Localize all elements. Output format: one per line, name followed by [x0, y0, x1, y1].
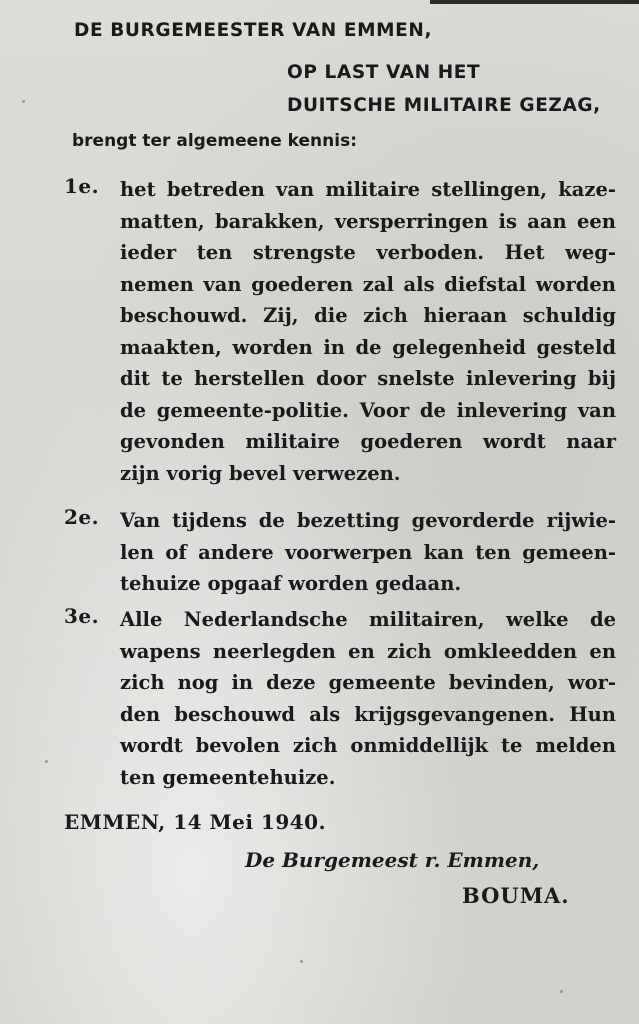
- item-line: nemen van goederen zal als diefstal worden: [120, 272, 616, 296]
- item-line: de gemeente-politie. Voor de inlevering van: [120, 398, 616, 422]
- intro-text: brengt ter algemeene kennis:: [72, 131, 358, 151]
- item-line: den beschouwd als krijgsgevangenen. Hun: [120, 702, 616, 726]
- item-line: zijn vorig bevel verwezen.: [120, 461, 401, 485]
- notice-header: DE BURGEMEESTER VAN EMMEN,: [74, 20, 433, 41]
- item-line: het betreden van militaire stellingen, kaze-: [120, 178, 616, 201]
- signature-title: De Burgemeest r. Emmen,: [245, 848, 540, 872]
- top-edge-bar: [430, 0, 639, 4]
- item-line: Van tijdens de bezetting gevorderde rijwie-: [120, 509, 616, 532]
- item-body: [120, 505, 616, 600]
- item-body: [120, 604, 616, 793]
- signature-name: BOUMA.: [462, 883, 570, 908]
- item-line: wordt bevolen zich onmiddellijk te melden: [120, 734, 616, 757]
- order-line-2: DUITSCHE MILITAIRE GEZAG,: [287, 95, 601, 116]
- item-line: Alle Nederlandsche militairen, welke de: [120, 608, 616, 631]
- paper-speck: [45, 760, 48, 763]
- paper-speck: [560, 990, 563, 993]
- item-line: len of andere voorwerpen kan ten gemeen-: [120, 540, 616, 564]
- item-body: [120, 174, 616, 489]
- item-line: maakten, worden in de gelegenheid gesteld: [120, 335, 616, 359]
- item-line: matten, barakken, versperringen is aan een: [120, 209, 616, 233]
- item-line: dit te herstellen door snelste inlevering bij: [120, 367, 616, 390]
- item-line: wapens neerlegden en zich omkleedden en: [120, 639, 616, 663]
- item-line: gevonden militaire goederen wordt naar: [120, 430, 616, 453]
- item-number: 1e.: [64, 174, 100, 198]
- notice-date: EMMEN, 14 Mei 1940.: [64, 810, 327, 834]
- item-line: tehuize opgaaf worden gedaan.: [120, 572, 462, 595]
- item-number: 3e.: [64, 604, 100, 628]
- paper-speck: [300, 960, 303, 963]
- paper-speck: [22, 100, 25, 103]
- order-line-1: OP LAST VAN HET: [287, 62, 481, 83]
- item-line: ieder ten strengste verboden. Het weg-: [120, 241, 616, 264]
- item-number: 2e.: [64, 505, 100, 529]
- item-line: ten gemeentehuize.: [120, 765, 336, 789]
- item-line: zich nog in deze gemeente bevinden, wor-: [120, 671, 616, 694]
- item-line: beschouwd. Zij, die zich hieraan schuldig: [120, 304, 616, 327]
